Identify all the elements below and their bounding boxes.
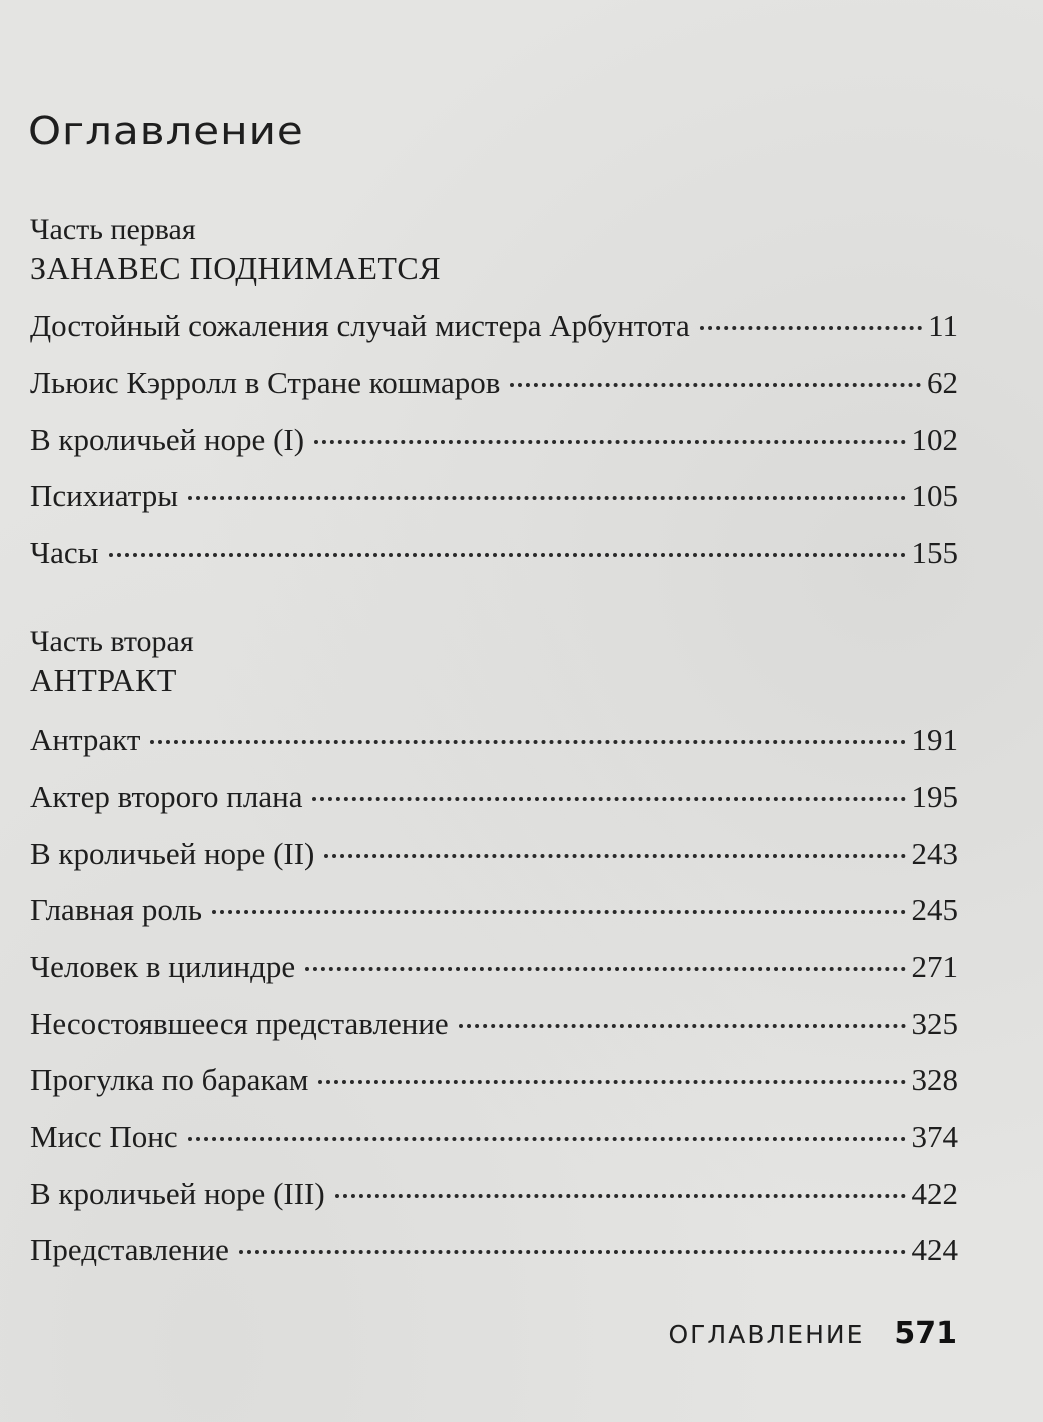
dot-leader bbox=[109, 552, 906, 557]
toc-entry-page: 245 bbox=[911, 892, 958, 927]
toc-entry[interactable] bbox=[30, 777, 958, 817]
toc-entry-title: Часы bbox=[30, 535, 99, 570]
dot-leader bbox=[510, 382, 921, 387]
toc-entry-title: Человек в цилиндре bbox=[30, 949, 296, 984]
toc-entry-page: 105 bbox=[911, 478, 958, 513]
part-name: ЗАНАВЕС ПОДНИМАЕТСЯ bbox=[30, 250, 442, 286]
toc-entry-page: 243 bbox=[911, 836, 958, 871]
page-title: Оглавление bbox=[28, 108, 304, 154]
dot-leader bbox=[700, 325, 922, 330]
toc-entry-title: Антракт bbox=[30, 722, 141, 757]
toc-entry-page: 62 bbox=[927, 365, 958, 400]
toc-entry-title: Представление bbox=[30, 1232, 229, 1267]
dot-leader bbox=[305, 966, 905, 971]
toc-entry[interactable] bbox=[30, 720, 958, 760]
page-footer bbox=[669, 1316, 958, 1351]
running-footer-title: ОГЛАВЛЕНИЕ bbox=[668, 1320, 865, 1349]
dot-leader bbox=[459, 1023, 906, 1028]
toc-entry[interactable] bbox=[30, 1230, 958, 1270]
toc-entry-title: Достойный сожаления случай мистера Арбунтота bbox=[30, 308, 690, 343]
toc-entry-title: Психиатры bbox=[30, 478, 179, 513]
page-number: 571 bbox=[894, 1316, 957, 1351]
toc-entry-title: Прогулка по баракам bbox=[30, 1062, 309, 1097]
toc-entry[interactable] bbox=[30, 947, 958, 987]
toc-entry[interactable] bbox=[30, 1174, 958, 1214]
toc-entry[interactable] bbox=[30, 363, 958, 403]
toc-entry-page: 191 bbox=[911, 722, 958, 757]
toc-entry-page: 374 bbox=[911, 1119, 958, 1154]
toc-entry-title: В кроличьей норе (I) bbox=[30, 422, 305, 457]
toc-entry[interactable] bbox=[30, 306, 958, 346]
toc-entry-title: Льюис Кэрролл в Стране кошмаров bbox=[30, 365, 501, 400]
toc-entry-title: Главная роль bbox=[30, 892, 203, 927]
part-label: Часть вторая bbox=[30, 625, 194, 658]
dot-leader bbox=[188, 1136, 906, 1141]
toc-entry-title: Мисс Понс bbox=[30, 1119, 178, 1154]
toc-entry-title: В кроличьей норе (II) bbox=[30, 836, 315, 871]
toc-entry-title: Несостоявшееся представление bbox=[30, 1006, 449, 1041]
dot-leader bbox=[212, 909, 905, 914]
toc-entry-page: 195 bbox=[911, 779, 958, 814]
toc-entry[interactable] bbox=[30, 1117, 958, 1157]
toc-entry-page: 328 bbox=[911, 1062, 958, 1097]
toc-entry-page: 11 bbox=[928, 308, 958, 343]
toc-entry-page: 325 bbox=[911, 1006, 958, 1041]
part-header-2 bbox=[30, 624, 194, 700]
toc-entry-page: 271 bbox=[911, 949, 958, 984]
dot-leader bbox=[312, 796, 905, 801]
dot-leader bbox=[318, 1079, 905, 1084]
toc-entry[interactable] bbox=[30, 476, 958, 516]
toc-entry-title: В кроличьей норе (III) bbox=[30, 1176, 325, 1211]
toc-entry[interactable] bbox=[30, 420, 958, 460]
toc-entry-page: 155 bbox=[911, 535, 958, 570]
toc-entry[interactable] bbox=[30, 834, 958, 874]
dot-leader bbox=[335, 1193, 906, 1198]
dot-leader bbox=[150, 739, 905, 744]
toc-entry-page: 422 bbox=[911, 1176, 958, 1211]
dot-leader bbox=[324, 853, 905, 858]
dot-leader bbox=[188, 495, 905, 500]
toc-entry[interactable] bbox=[30, 890, 958, 930]
dot-leader bbox=[314, 439, 905, 444]
dot-leader bbox=[239, 1249, 906, 1254]
part-label: Часть первая bbox=[30, 213, 196, 246]
toc-entry[interactable] bbox=[30, 533, 958, 573]
toc-entry-page: 102 bbox=[911, 422, 958, 457]
toc-entry-title: Актер второго плана bbox=[30, 779, 303, 814]
part-name: АНТРАКТ bbox=[30, 662, 177, 698]
toc-entry[interactable] bbox=[30, 1060, 958, 1100]
toc-entry-page: 424 bbox=[911, 1232, 958, 1267]
part-header-1 bbox=[30, 212, 441, 288]
toc-entry[interactable] bbox=[30, 1004, 958, 1044]
